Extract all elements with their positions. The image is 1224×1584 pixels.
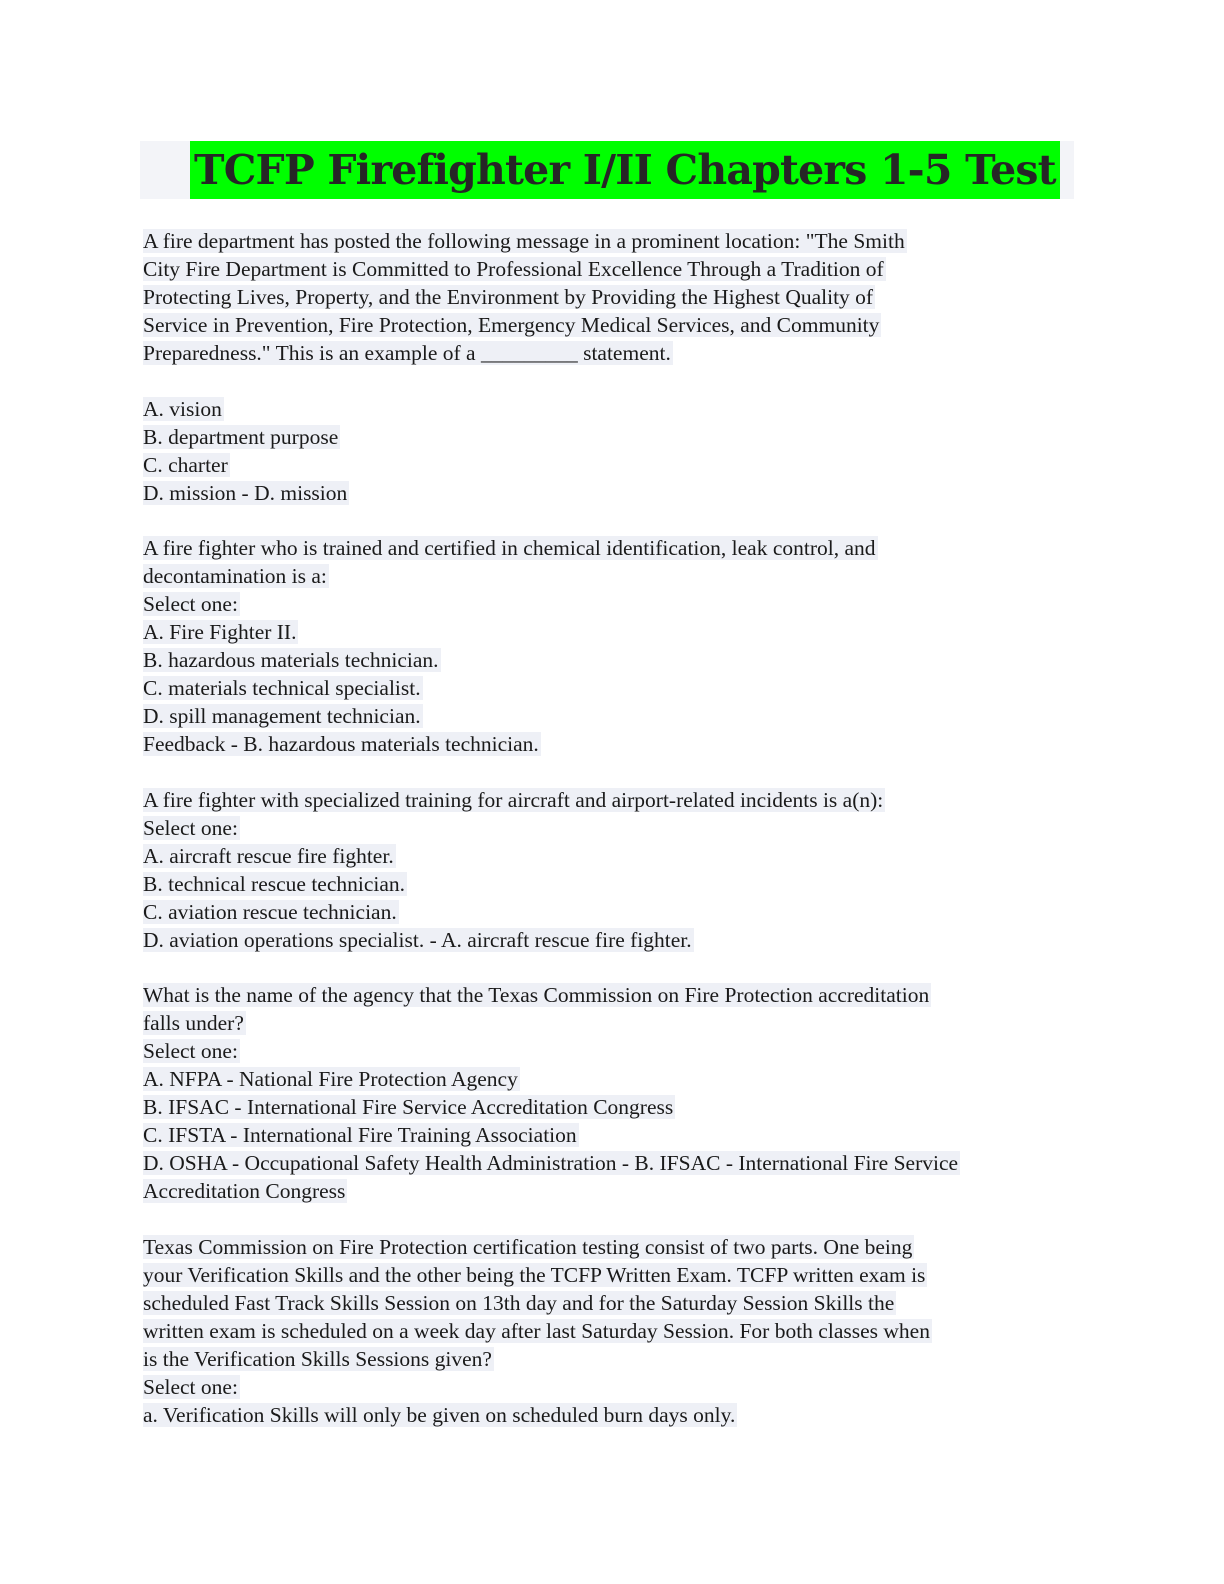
answer-option: B. hazardous materials technician. (143, 648, 439, 672)
answer-option: a. Verification Skills will only be given on scheduled burn days only. (143, 1402, 736, 1427)
question-text-line: Preparedness." This is an example of a _________ statement. (143, 341, 671, 365)
question-text-line: City Fire Department is Committed to Professional Excellence Through a Tradition of (143, 257, 884, 281)
question-text-line: A fire fighter with specialized training for aircraft and airport-related incidents is a(n): (143, 787, 884, 812)
select-one-label: Select one: (143, 1374, 238, 1399)
select-one-label: Select one: (143, 1039, 238, 1063)
question-text-line: A fire department has posted the following message in a prominent location: "The Smith (143, 229, 905, 253)
answer-option: C. materials technical specialist. (143, 676, 421, 700)
answer-option: D. aviation operations specialist. - A. aircraft rescue fire fighter. (143, 927, 692, 952)
document-body (143, 227, 1083, 1429)
answer-option: B. department purpose (143, 424, 339, 449)
page-title: TCFP Firefighter I/II Chapters 1-5 Test (190, 141, 1060, 199)
answer-option: C. aviation rescue technician. (143, 899, 397, 924)
question-text-line: A fire fighter who is trained and certified in chemical identification, leak control, and (143, 536, 876, 560)
question-text-line: What is the name of the agency that the Texas Commission on Fire Protection accreditation (143, 983, 930, 1007)
question-text-line: falls under? (143, 1011, 244, 1035)
answer-option: D. spill management technician. (143, 704, 421, 728)
answer-option: D. OSHA - Occupational Safety Health Administration - B. IFSAC - International Fire Service (143, 1151, 959, 1175)
question-4 (143, 981, 1083, 1205)
answer-option: B. IFSAC - International Fire Service Accreditation Congress (143, 1095, 674, 1119)
feedback-line: Feedback - B. hazardous materials technician. (143, 732, 539, 756)
question-5 (143, 1233, 1083, 1429)
answer-option: C. charter (143, 452, 228, 477)
question-text-line: your Verification Skills and the other being the TCFP Written Exam. TCFP written exam is (143, 1262, 926, 1287)
answer-option: A. aircraft rescue fire fighter. (143, 843, 394, 868)
answer-option: D. mission - D. mission (143, 480, 348, 505)
question-2 (143, 534, 1083, 758)
question-1 (143, 227, 1083, 507)
answer-option: B. technical rescue technician. (143, 871, 406, 896)
question-text-line: Texas Commission on Fire Protection certification testing consist of two parts. One being (143, 1234, 913, 1259)
question-text-line: is the Verification Skills Sessions given? (143, 1346, 492, 1371)
answer-option: C. IFSTA - International Fire Training Association (143, 1123, 577, 1147)
answer-option: A. NFPA - National Fire Protection Agency (143, 1067, 518, 1091)
question-text-line: Service in Prevention, Fire Protection, Emergency Medical Services, and Community (143, 313, 880, 337)
answer-option: Accreditation Congress (143, 1179, 346, 1203)
question-3 (143, 786, 1083, 954)
question-text-line: decontamination is a: (143, 564, 327, 588)
select-one-label: Select one: (143, 815, 238, 840)
question-text-line: written exam is scheduled on a week day after last Saturday Session. For both classes when (143, 1318, 930, 1343)
answer-option: A. Fire Fighter II. (143, 620, 297, 644)
question-text-line: scheduled Fast Track Skills Session on 13th day and for the Saturday Session Skills the (143, 1290, 895, 1315)
select-one-label: Select one: (143, 592, 238, 616)
question-text-line: Protecting Lives, Property, and the Environment by Providing the Highest Quality of (143, 285, 874, 309)
answer-option: A. vision (143, 396, 222, 421)
